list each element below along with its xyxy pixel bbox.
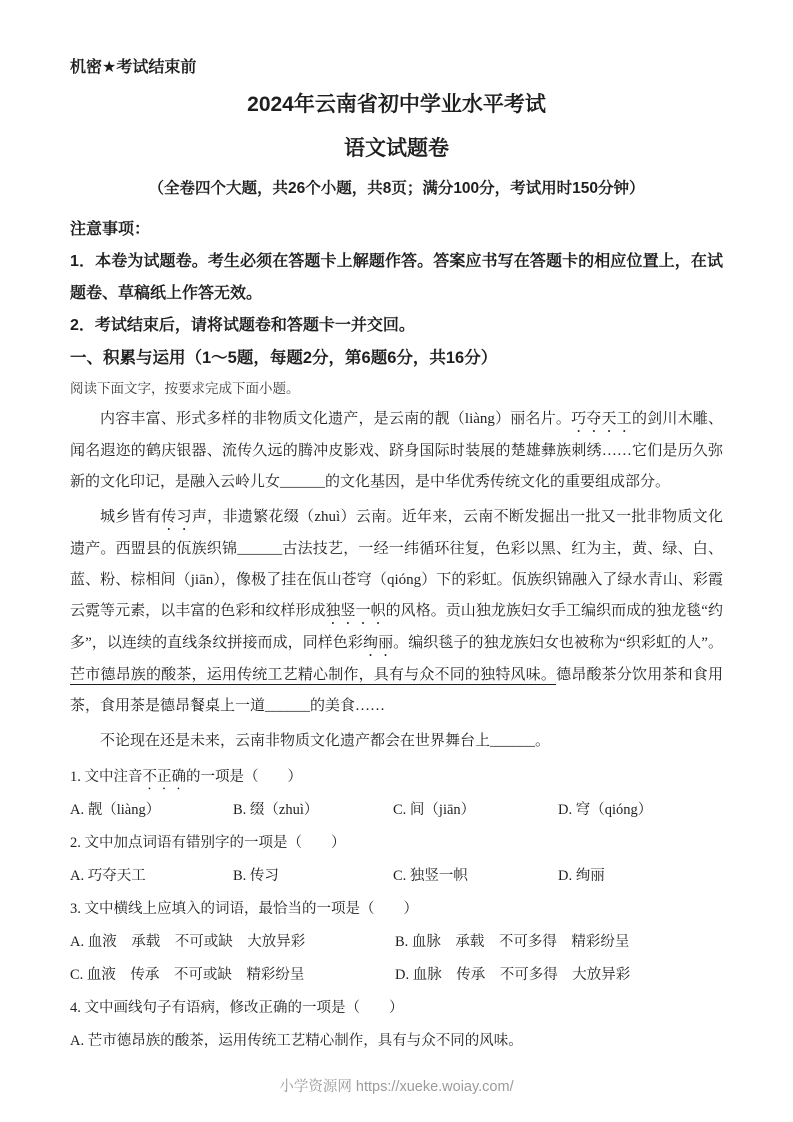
option-a: A. 芒市德昂族的酸茶，运用传统工艺精心制作，具有与众不同的风味。 — [70, 1033, 523, 1049]
exam-meta-info: （全卷四个大题，共26个小题，共8页；满分100分，考试用时150分钟） — [148, 180, 645, 197]
option-b: B. 缀（zhuì） — [233, 802, 319, 818]
text-segment: 。编织毯子的独龙族妇女也被称为“织彩虹的人”。 — [393, 635, 723, 651]
option-c: C. 血液 传承 不可或缺 精彩纷呈 — [70, 967, 305, 983]
question-2-stem — [70, 827, 723, 860]
option-a: A. 巧夺天工 — [70, 868, 146, 884]
option-c: C. 独竖一帜 — [393, 868, 468, 884]
text-segment: 的一项是（ ） — [186, 769, 302, 785]
question-3-stem — [70, 893, 723, 926]
question-2-options — [70, 860, 723, 893]
option-a: A. 血液 承载 不可或缺 大放异彩 — [70, 934, 306, 950]
question-3-options-row-1 — [70, 926, 723, 959]
text-segment: 1. 文中注音 — [70, 769, 143, 785]
text-segment: 德昂酸茶分饮用茶和食用茶，食用茶是德昂餐桌上一道______的美食…… — [70, 667, 723, 714]
notice-item-2: 2．考试结束后，请将试题卷和答题卡一并交回。 — [70, 317, 415, 334]
passage-paragraph — [70, 726, 723, 757]
notice-block — [70, 214, 723, 374]
emphasized-text: 不正确 — [142, 769, 186, 785]
text-segment: 内容丰富、形式多样的非物质文化遗产，是云南的靓（liàng）丽名片。 — [100, 411, 572, 427]
question-1-options — [70, 794, 723, 827]
emphasized-text: 绚丽 — [363, 635, 394, 651]
reading-passage — [70, 404, 723, 757]
notice-item-1: 1．本卷为试题卷。考生必须在答题卡上解题作答。答案应书写在答题卡的相应位置上，在试题卷、草稿纸上作答无效。 — [70, 253, 723, 302]
questions-block — [70, 761, 723, 1058]
watermark-footer: 小学资源网 https://xueke.woiay.com/ — [279, 1079, 514, 1095]
section-heading: 一、积累与运用（1～5题，每题2分，第6题6分，共16分） — [70, 349, 498, 367]
question-4-stem — [70, 992, 723, 1025]
text-segment: 声，非遗繁花缀（zhuì）云南。近年来，云南不断发掘出一批又一批非物质文化遗产。西盟县的佤族织锦______古法技艺，一经一纬循环往复，色彩以黑、红为主，黄、绿、白、蓝、粉、棕相间（jiān），像极了挂在佤山苍穹（qióng）下的彩虹。佤族织锦融入了绿水青山、彩霞云霓等元素，以丰富的色彩和纹样形成 — [70, 509, 723, 619]
notice-heading: 注意事项： — [70, 221, 151, 238]
option-b: B. 传习 — [233, 868, 279, 884]
question-1-stem — [70, 761, 723, 794]
option-d: D. 绚丽 — [558, 868, 605, 884]
text-segment: 2. 文中加点词语有错别字的一项是（ ） — [70, 835, 346, 851]
question-4-options — [70, 1025, 723, 1058]
option-d: D. 血脉 传承 不可多得 大放异彩 — [395, 967, 631, 983]
secrecy-notice: 机密★考试结束前 — [70, 59, 197, 76]
text-segment: 的剑川木雕、闻名遐迩的鹤庆银器、流传久远的腾冲皮影戏、跻身国际时装展的楚雄彝族刺绣……它们是历久弥新的文化印记，是融入云岭儿女______的文化基因，是中华优秀传统文化的重要组成部分。 — [70, 411, 723, 490]
question-3-options-row-2 — [70, 959, 723, 992]
underlined-text: 芒市德昂族的酸茶，运用传统工艺精心制作，具有与众不同的独特风味。 — [70, 667, 557, 683]
emphasized-text: 独竖一帜 — [325, 603, 386, 619]
emphasized-text: 巧夺天工 — [571, 411, 632, 427]
option-a: A. 靓（liàng） — [70, 802, 161, 818]
text-segment: 4. 文中画线句子有语病，修改正确的一项是（ ） — [70, 1000, 404, 1016]
option-c: C. 间（jiān） — [393, 802, 476, 818]
text-segment: 不论现在还是未来，云南非物质文化遗产都会在世界舞台上______。 — [100, 733, 551, 749]
passage-paragraph — [70, 404, 723, 498]
text-segment: 城乡皆有 — [100, 509, 162, 525]
exam-title: 2024年云南省初中学业水平考试 — [247, 93, 546, 116]
exam-subtitle: 语文试题卷 — [344, 137, 449, 160]
passage-intro: 阅读下面文字，按要求完成下面小题。 — [70, 381, 300, 396]
text-segment: 的风格。贡山独龙族妇女手工编织而成的独龙毯“约多”，以连续的直线条纹拼接而成，同样色彩 — [70, 603, 723, 651]
text-segment: 3. 文中横线上应填入的词语，最恰当的一项是（ ） — [70, 901, 418, 917]
passage-paragraph — [70, 502, 723, 722]
option-b: B. 血脉 承载 不可多得 精彩纷呈 — [395, 934, 630, 950]
option-d: D. 穹（qióng） — [558, 802, 653, 818]
emphasized-text: 传习 — [161, 509, 192, 525]
